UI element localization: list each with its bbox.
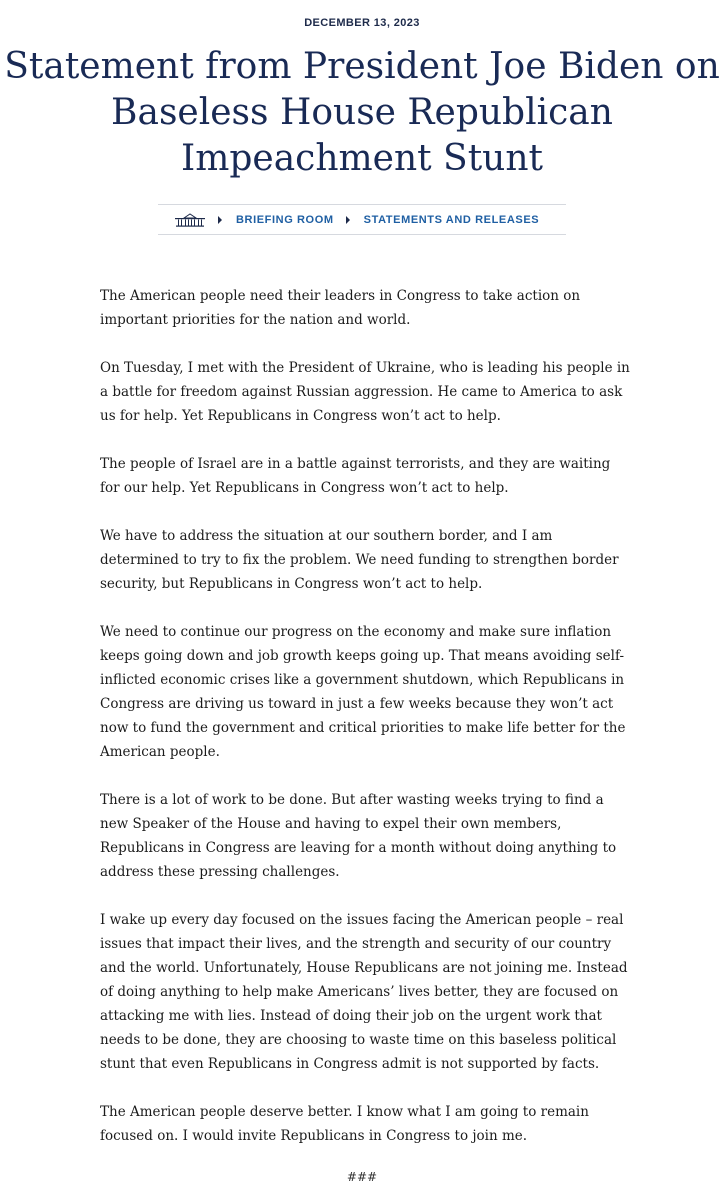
paragraph: The people of Israel are in a battle against terrorists, and they are waiting for our help. Yet Republicans in Congress won’t act to help. xyxy=(100,456,611,496)
paragraph: I wake up every day focused on the issues facing the American people – real issues that impact their lives, and the strength and security of our country and the world. Unfortunately, House Republicans are not joining me. Instead of doing anything to help make Americans’ lives better, they are focused on attacking me with lies. Instead of doing their job on the urgent work that needs to be done, they are choosing to waste time on this baseless political stunt that even Republicans in Congress admit is not supported by facts. xyxy=(100,912,628,1072)
breadcrumb-briefing-room[interactable]: BRIEFING ROOM xyxy=(236,213,334,226)
breadcrumb-chevron-icon xyxy=(346,216,350,224)
page-title: Statement from President Joe Biden on Baseless House Republican Impeachment Stunt xyxy=(4,46,720,179)
paragraph: There is a lot of work to be done. But after wasting weeks trying to find a new Speaker of the House and having to expel their own members, Republicans in Congress are leaving for a month without doing anything to address these pressing challenges. xyxy=(100,792,617,880)
paragraph: The American people deserve better. I know what I am going to remain focused on. I would invite Republicans in Congress to join me. xyxy=(100,1104,589,1144)
breadcrumb-chevron-icon xyxy=(218,216,222,224)
white-house-icon[interactable] xyxy=(174,213,206,227)
end-mark: ### xyxy=(346,1170,378,1184)
paragraph: On Tuesday, I met with the President of Ukraine, who is leading his people in a battle for freedom against Russian aggression. He came to America to ask us for help. Yet Republicans in Congress won’t act to help. xyxy=(100,360,630,424)
article-body xyxy=(100,284,630,1172)
breadcrumb-statements-and-releases[interactable]: STATEMENTS AND RELEASES xyxy=(363,213,540,226)
article-date: DECEMBER 13, 2023 xyxy=(304,17,420,29)
paragraph: The American people need their leaders in Congress to take action on important priorities for the nation and world. xyxy=(100,288,581,328)
breadcrumb xyxy=(158,204,566,235)
paragraph: We need to continue our progress on the economy and make sure inflation keeps going down and job growth keeps going up. That means avoiding self-inflicted economic crises like a government shutdown, which Republicans in Congress are driving us toward in just a few weeks because they won’t act now to fund the government and critical priorities to make life better for the American people. xyxy=(100,624,626,760)
paragraph: We have to address the situation at our southern border, and I am determined to try to fix the problem. We need funding to strengthen border security, but Republicans in Congress won’t act to help. xyxy=(100,528,619,592)
